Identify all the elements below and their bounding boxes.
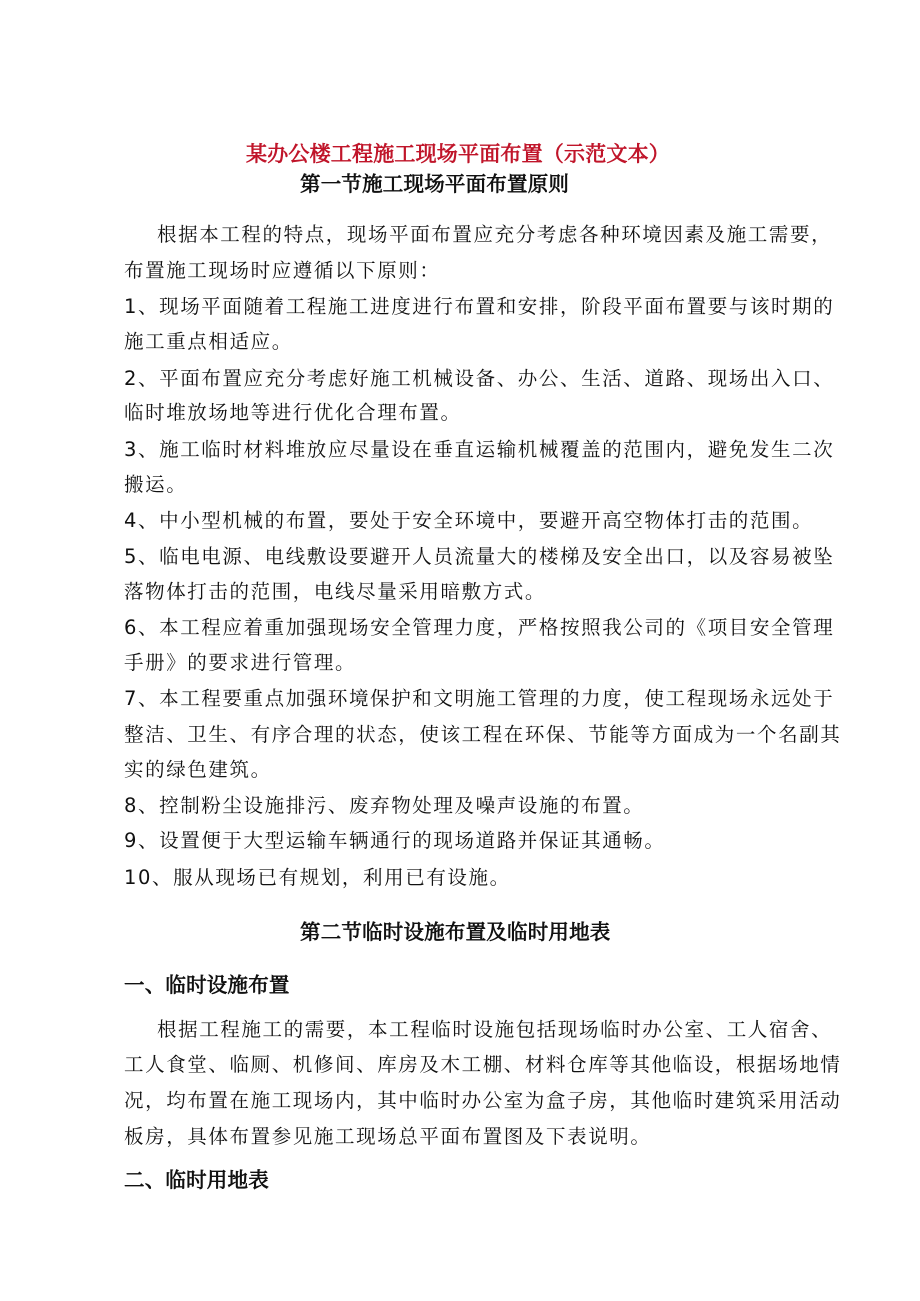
facilities-paragraph-line: 工人食堂、临厕、机修间、库房及木工棚、材料仓库等其他临设，根据场地情 [124, 1053, 842, 1076]
principle-line: 3、施工临时材料堆放应尽量设在垂直运输机械覆盖的范围内，避免发生二次 [124, 438, 835, 461]
section1-intro-line: 根据本工程的特点，现场平面布置应充分考虑各种环境因素及施工需要， [157, 223, 833, 246]
principle-line: 10、服从现场已有规划，利用已有设施。 [124, 866, 511, 889]
principle-line: 9、设置便于大型运输车辆通行的现场道路并保证其通畅。 [124, 829, 666, 852]
principle-line: 4、中小型机械的布置，要处于安全环境中，要避开高空物体打击的范围。 [124, 509, 814, 532]
principle-line: 2、平面布置应充分考虑好施工机械设备、办公、生活、道路、现场出入口、 [124, 367, 835, 390]
principle-line: 搬运。 [124, 473, 188, 496]
facilities-paragraph-line: 板房，具体布置参见施工现场总平面布置图及下表说明。 [124, 1125, 652, 1148]
section1-intro-line: 布置施工现场时应遵循以下原则： [124, 259, 441, 282]
principle-line: 落物体打击的范围，电线尽量采用暗敷方式。 [124, 580, 547, 603]
principle-line: 6、本工程应着重加强现场安全管理力度，严格按照我公司的《项目安全管理 [124, 616, 835, 639]
principle-line: 手册》的要求进行管理。 [124, 651, 357, 674]
subsection-heading: 二、临时用地表 [124, 1168, 269, 1192]
subsection-heading: 一、临时设施布置 [124, 973, 290, 997]
document-title: 某办公楼工程施工现场平面布置（示范文本） [246, 142, 670, 166]
facilities-paragraph-line: 况，均布置在施工现场内，其中临时办公室为盒子房，其他临时建筑采用活动 [124, 1089, 842, 1112]
principle-line: 7、本工程要重点加强环境保护和文明施工管理的力度，使工程现场永远处于 [124, 687, 835, 710]
principle-line: 8、控制粉尘设施排污、废弃物处理及噪声设施的布置。 [124, 794, 645, 817]
principle-line: 临时堆放场地等进行优化合理布置。 [124, 401, 462, 424]
principle-line: 实的绿色建筑。 [124, 758, 272, 781]
section2-heading: 第二节临时设施布置及临时用地表 [300, 920, 611, 944]
principle-line: 1、现场平面随着工程施工进度进行布置和安排，阶段平面布置要与该时期的 [124, 295, 835, 318]
section1-heading: 第一节施工现场平面布置原则 [300, 172, 570, 196]
principle-line: 5、临电电源、电线敷设要避开人员流量大的楼梯及安全出口，以及容易被坠 [124, 545, 835, 568]
facilities-paragraph-line: 根据工程施工的需要，本工程临时设施包括现场临时办公室、工人宿舍、 [157, 1018, 833, 1041]
principle-line: 施工重点相适应。 [124, 330, 293, 353]
principle-line: 整洁、卫生、有序合理的状态，使该工程在环保、节能等方面成为一个名副其 [124, 723, 842, 746]
